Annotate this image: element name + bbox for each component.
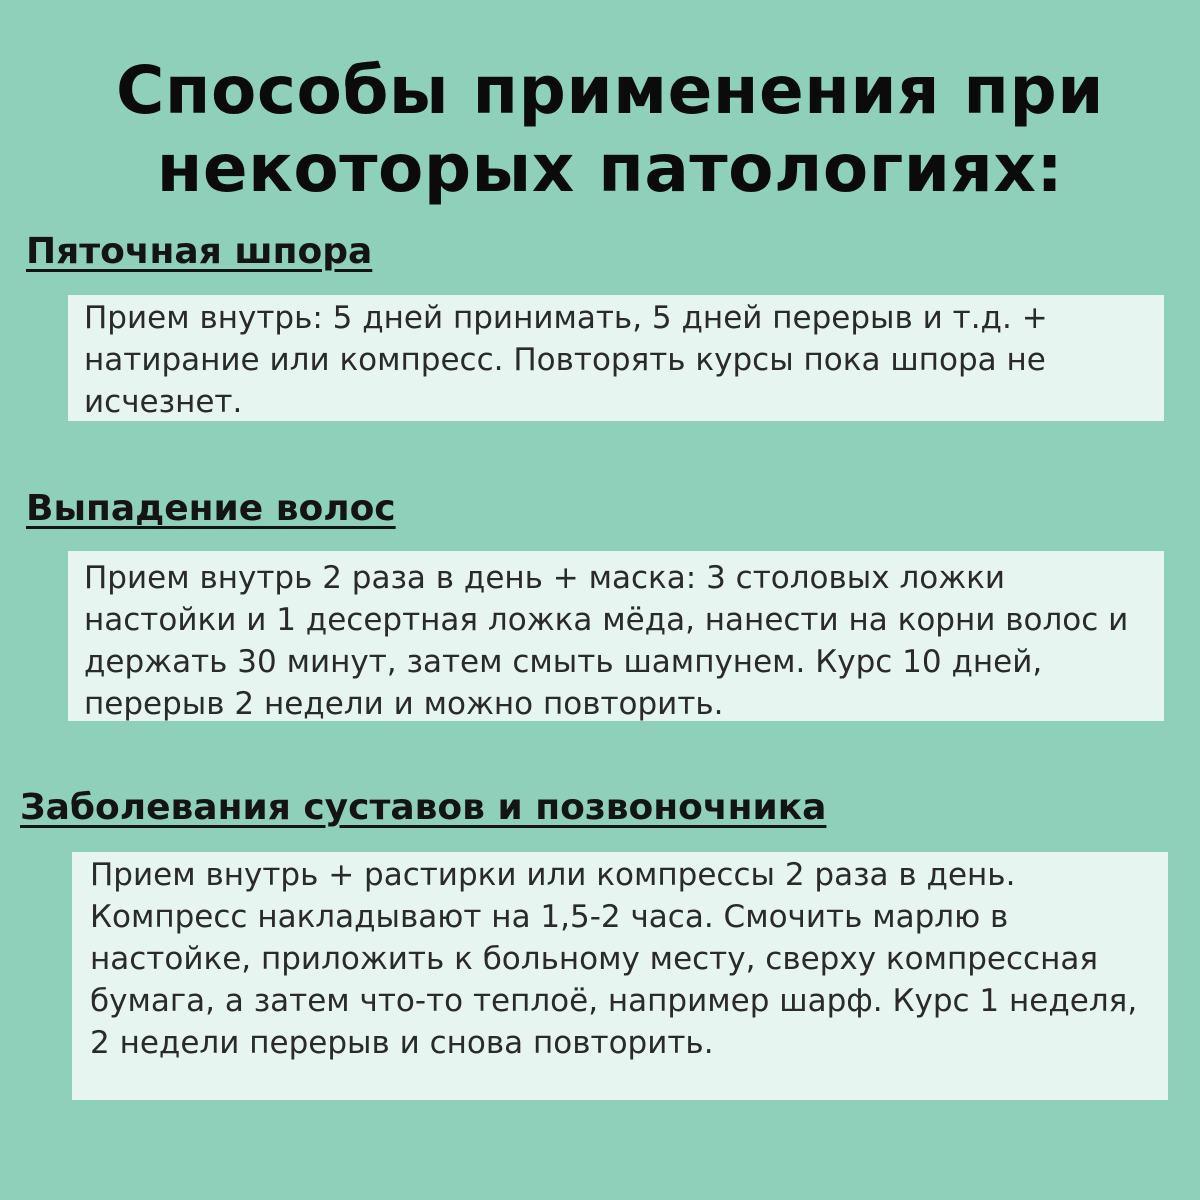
section-text-hair-loss: Прием внутрь 2 раза в день + маска: 3 столовых ложки настойки и 1 десертная ложка мёда, нанести на корни волос и держать 30 минут, затем смыть шампунем. Курс 10 дней, перерыв 2 недели и можно повторить. [84, 560, 1129, 722]
section-text-joints-spine: Прием внутрь + растирки или компрессы 2 раза в день. Компресс накладывают на 1,5-2 часа. Смочить марлю в настойке, приложить к больному месту, сверху компрессная бумага, а затем что-то теплоё, например шарф. Курс 1 неделя, 2 недели перерыв и снова повторить. [90, 857, 1138, 1061]
page-title-line-2: некоторых патологиях: [156, 130, 1064, 207]
section-heading-joints-spine: Заболевания суставов и позвоночника [20, 787, 827, 828]
section-text-heel-spur: Прием внутрь: 5 дней принимать, 5 дней перерыв и т.д. + натирание или компресс. Повторять курсы пока шпора не исчезнет. [84, 300, 1048, 420]
section-text-box-joints-spine [72, 852, 1168, 1100]
section-heading-heel-spur: Пяточная шпора [26, 231, 373, 272]
page-title-line-1: Способы применения при [115, 52, 1105, 129]
page-title [60, 52, 1160, 208]
section-text-box-hair-loss [68, 551, 1164, 721]
section-text-box-heel-spur [68, 295, 1164, 421]
section-heading-hair-loss: Выпадение волос [26, 488, 396, 529]
